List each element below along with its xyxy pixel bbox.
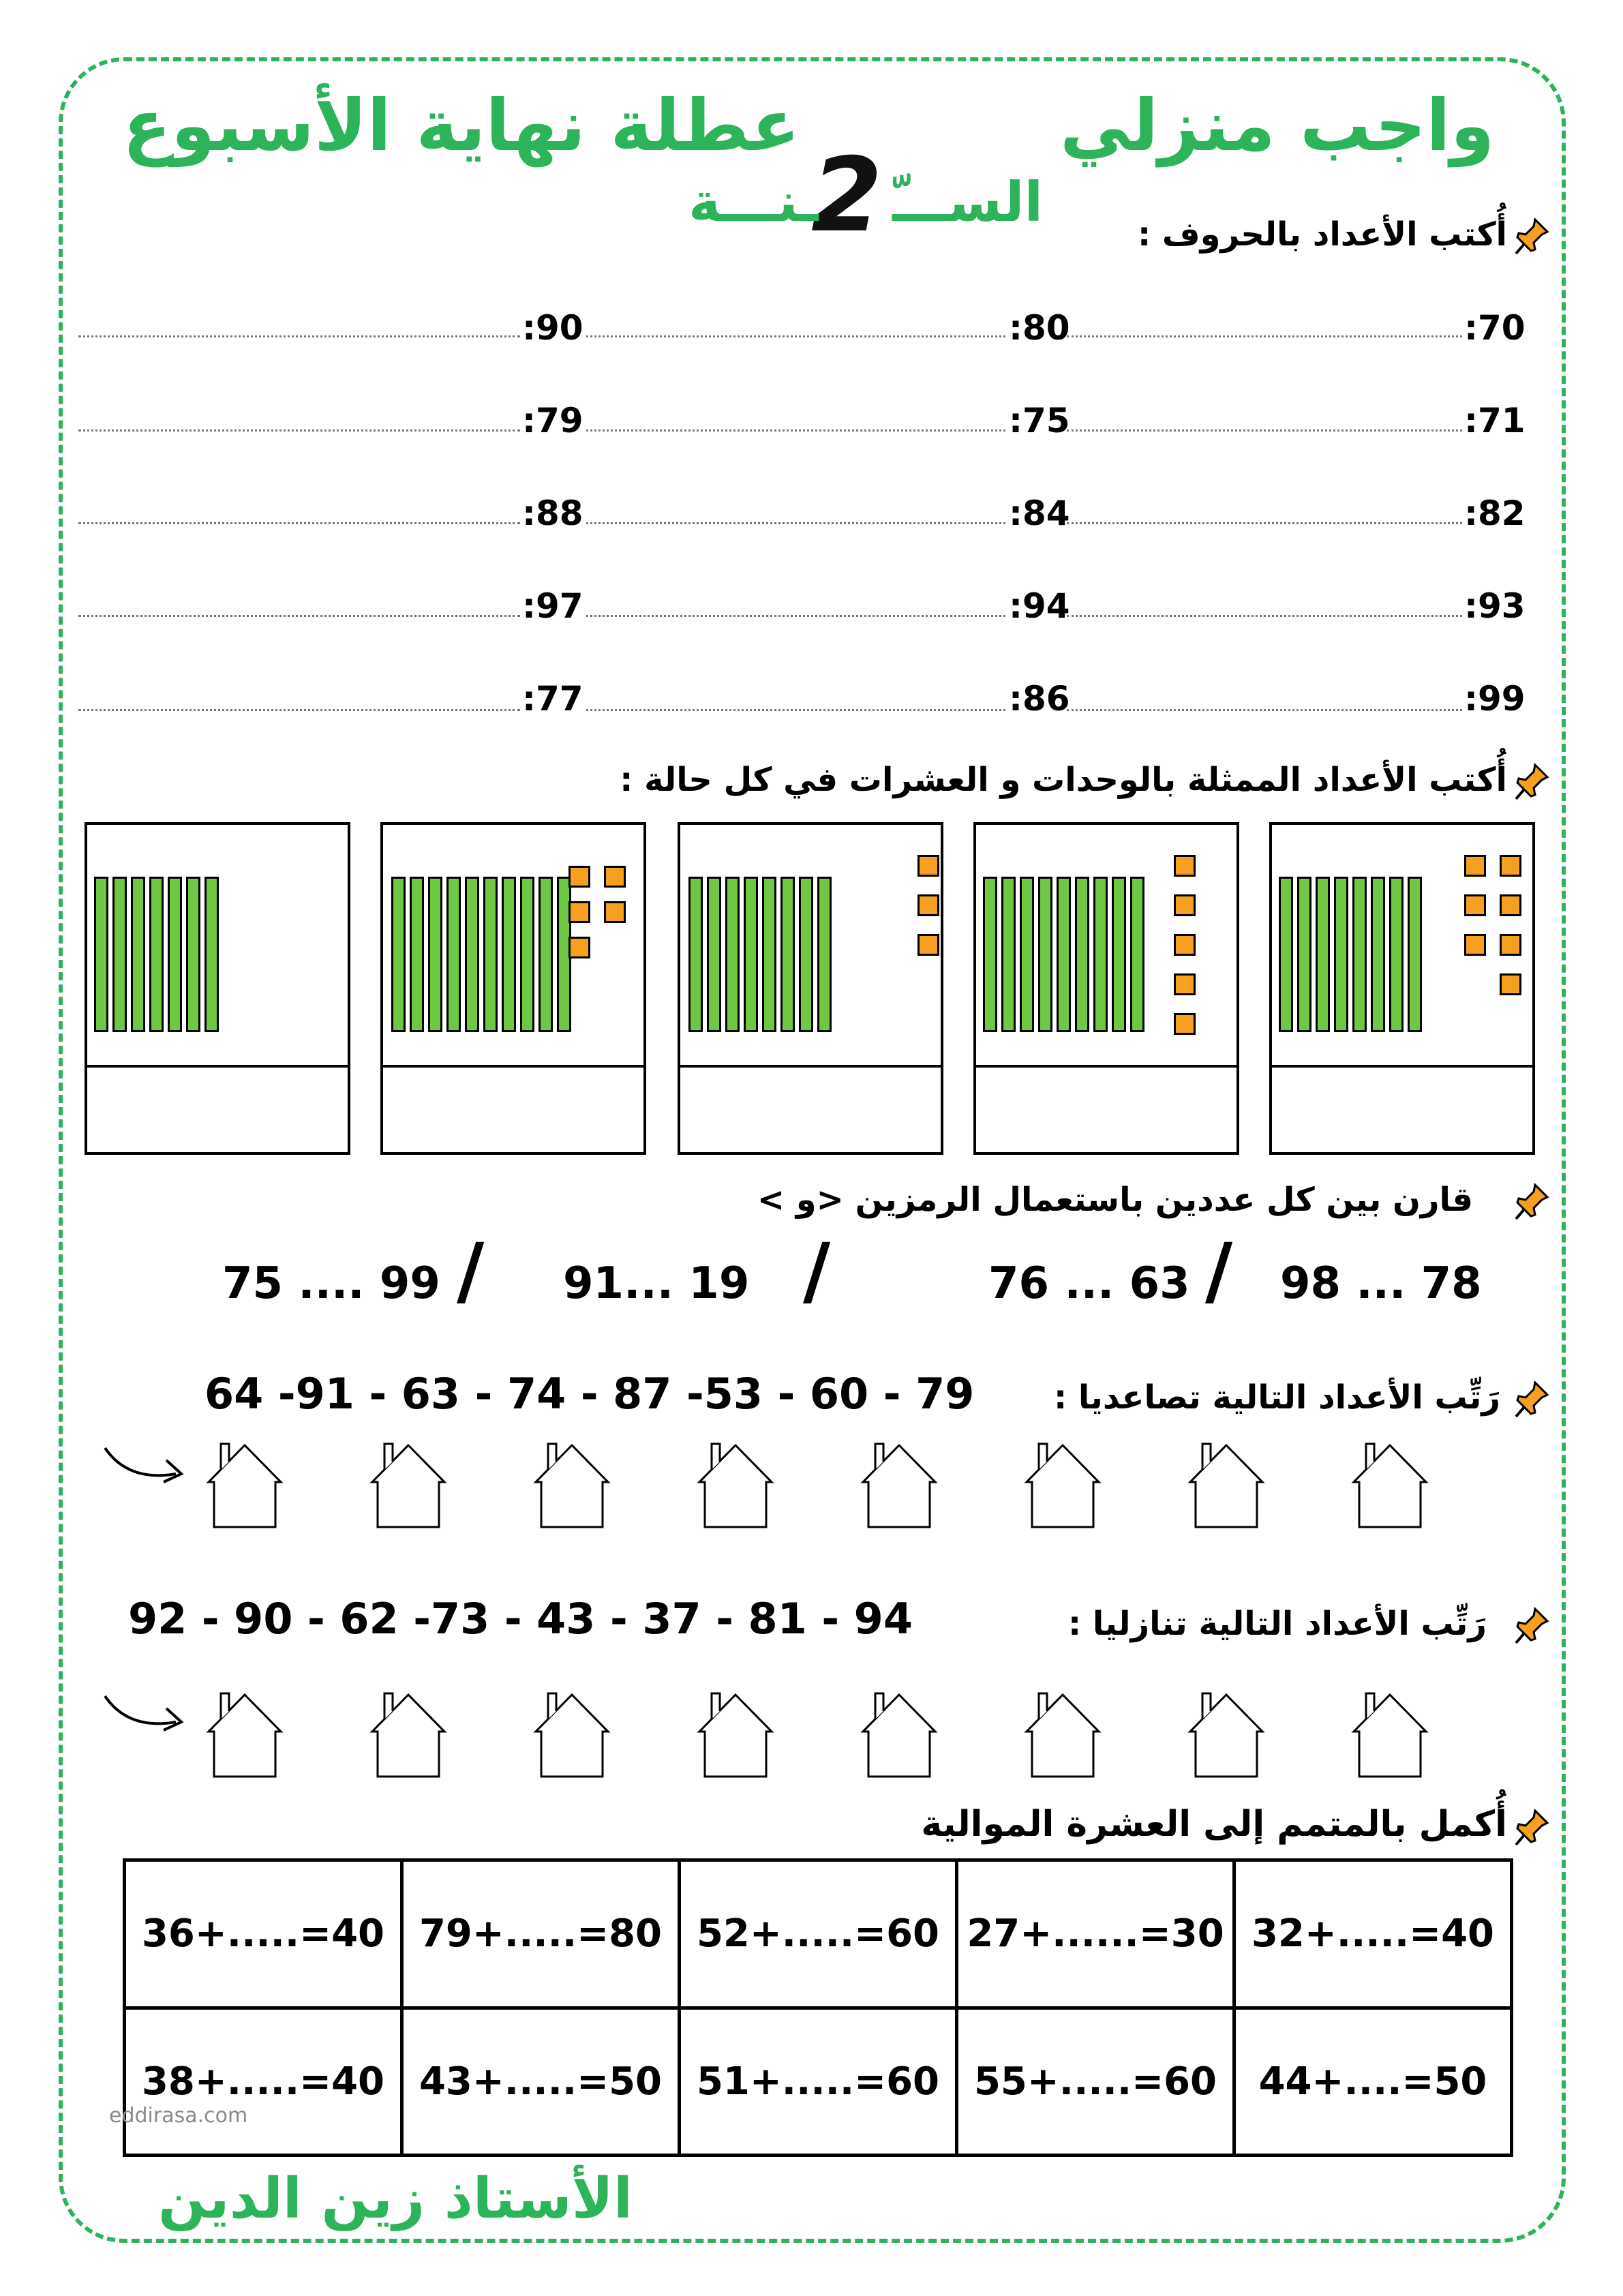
ten-rod bbox=[1279, 877, 1293, 1032]
ten-rod bbox=[428, 877, 442, 1032]
ten-rod bbox=[1057, 877, 1071, 1032]
unit-cube bbox=[1464, 894, 1486, 916]
pin-icon bbox=[1515, 1380, 1550, 1418]
table-cell[interactable]: 52+.....=60 bbox=[680, 1860, 957, 2008]
number-label: :77 bbox=[522, 679, 583, 719]
instruction-ascending: رَتِّب الأعداد التالية تصاعديا : bbox=[1053, 1378, 1500, 1417]
table-cell[interactable]: 55+.....=60 bbox=[957, 2008, 1234, 2156]
answer-box[interactable] bbox=[87, 1068, 348, 1152]
descending-numbers: 92 - 90 - 62 -73 - 43 - 37 - 81 - 94 bbox=[128, 1594, 913, 1644]
ten-rod bbox=[1297, 877, 1311, 1032]
unit-cube bbox=[1500, 934, 1521, 956]
grade-number: 2 bbox=[811, 136, 883, 255]
pin-icon bbox=[1515, 217, 1550, 255]
house-box[interactable] bbox=[204, 1440, 285, 1530]
compare-pair: 98 ... 78 bbox=[1280, 1258, 1482, 1309]
house-box[interactable] bbox=[1186, 1689, 1266, 1779]
house-box[interactable] bbox=[859, 1440, 939, 1530]
instruction-write-words: أُكتب الأعداد بالحروف : bbox=[1137, 215, 1507, 254]
answer-line[interactable] bbox=[1067, 335, 1462, 337]
base-ten-card bbox=[973, 822, 1239, 1155]
answer-box[interactable] bbox=[680, 1068, 941, 1152]
unit-cube bbox=[1464, 934, 1486, 956]
answer-line[interactable] bbox=[586, 429, 1005, 432]
unit-cube bbox=[1174, 934, 1196, 956]
base-ten-card bbox=[380, 822, 646, 1155]
separator: / bbox=[457, 1227, 485, 1314]
ten-rod bbox=[799, 877, 813, 1032]
ten-rod bbox=[1316, 877, 1330, 1032]
complement-table bbox=[123, 1858, 1513, 2157]
grade-label bbox=[688, 136, 1043, 259]
number-label: :90 bbox=[522, 308, 583, 348]
pin-icon bbox=[1515, 1808, 1550, 1846]
answer-line[interactable] bbox=[78, 522, 520, 524]
ten-rod bbox=[149, 877, 164, 1032]
compare-pair: 91... 19 bbox=[563, 1258, 750, 1309]
ten-rod bbox=[1112, 877, 1126, 1032]
unit-cube bbox=[1174, 894, 1196, 916]
house-box[interactable] bbox=[695, 1689, 776, 1779]
ten-rod bbox=[1130, 877, 1144, 1032]
instruction-compare: قارن بين كل عددين باستعمال الرمزين <و > bbox=[757, 1181, 1473, 1219]
answer-line[interactable] bbox=[1067, 709, 1462, 711]
ten-rod bbox=[502, 877, 516, 1032]
curved-arrow-icon bbox=[101, 1688, 189, 1736]
instruction-complete-ten: أُكمل بالمتمم إلى العشرة الموالية bbox=[921, 1804, 1507, 1845]
ten-rod bbox=[1352, 877, 1367, 1032]
separator: / bbox=[1205, 1227, 1233, 1314]
house-box[interactable] bbox=[695, 1440, 776, 1530]
number-label: :88 bbox=[522, 494, 583, 533]
house-box[interactable] bbox=[368, 1689, 449, 1779]
table-cell[interactable]: 32+.....=40 bbox=[1234, 1860, 1512, 2008]
number-label: :82 bbox=[1464, 494, 1526, 533]
number-label: :86 bbox=[1009, 679, 1070, 719]
unit-cube bbox=[1500, 855, 1521, 877]
ten-rod bbox=[1408, 877, 1422, 1032]
unit-cube bbox=[568, 937, 590, 958]
ten-rod bbox=[186, 877, 200, 1032]
unit-cube bbox=[1500, 894, 1521, 916]
number-label: :79 bbox=[522, 401, 583, 440]
house-box[interactable] bbox=[1350, 1689, 1430, 1779]
ten-rod bbox=[688, 877, 703, 1032]
ten-rod bbox=[520, 877, 534, 1032]
title-weekend: عطلة نهاية الأسبوع bbox=[123, 84, 800, 167]
ten-rod bbox=[983, 877, 997, 1032]
ten-rod bbox=[1075, 877, 1089, 1032]
number-label: :99 bbox=[1464, 679, 1526, 719]
unit-cube bbox=[568, 866, 590, 888]
table-cell[interactable]: 51+.....=60 bbox=[680, 2008, 957, 2156]
table-cell[interactable]: 36+.....=40 bbox=[125, 1860, 402, 2008]
ten-rod bbox=[168, 877, 182, 1032]
house-box[interactable] bbox=[859, 1689, 939, 1779]
house-box[interactable] bbox=[1022, 1689, 1103, 1779]
ten-rod bbox=[539, 877, 553, 1032]
compare-pair: 75 .... 99 bbox=[222, 1258, 440, 1309]
ten-rod bbox=[131, 877, 145, 1032]
unit-cube bbox=[917, 934, 939, 956]
house-box[interactable] bbox=[1350, 1440, 1430, 1530]
ten-rod bbox=[1001, 877, 1016, 1032]
ten-rod bbox=[725, 877, 740, 1032]
ten-rod bbox=[744, 877, 758, 1032]
answer-line[interactable] bbox=[586, 335, 1005, 337]
number-label: :71 bbox=[1464, 401, 1526, 440]
number-label: :93 bbox=[1464, 586, 1526, 626]
table-cell[interactable]: 27+......=30 bbox=[957, 1860, 1234, 2008]
unit-cube bbox=[1174, 1013, 1196, 1035]
table-cell[interactable]: 79+.....=80 bbox=[402, 1860, 680, 2008]
number-label: :80 bbox=[1009, 308, 1070, 348]
unit-cube bbox=[917, 855, 939, 877]
ten-rod bbox=[391, 877, 406, 1032]
answer-line[interactable] bbox=[1067, 522, 1462, 524]
unit-cube bbox=[1174, 855, 1196, 877]
grade-suffix: ـنـــة bbox=[688, 170, 819, 234]
answer-line[interactable] bbox=[1067, 615, 1462, 617]
number-label: :75 bbox=[1009, 401, 1070, 440]
curved-arrow-icon bbox=[101, 1440, 189, 1487]
unit-cube bbox=[1464, 855, 1486, 877]
compare-pair: 76 ... 63 bbox=[988, 1258, 1190, 1309]
table-cell[interactable]: 38+.....=40 bbox=[125, 2008, 402, 2156]
ten-rod bbox=[1020, 877, 1034, 1032]
answer-line[interactable] bbox=[78, 429, 520, 432]
table-row bbox=[125, 1860, 1512, 2008]
ten-rod bbox=[1389, 877, 1404, 1032]
ten-rod bbox=[1093, 877, 1108, 1032]
house-box[interactable] bbox=[1022, 1440, 1103, 1530]
title-homework: واجب منزلي bbox=[1060, 84, 1495, 167]
ascending-numbers: 64 -91 - 63 - 74 - 87 -53 - 60 - 79 bbox=[204, 1369, 975, 1419]
house-box[interactable] bbox=[532, 1689, 612, 1779]
ten-rod bbox=[446, 877, 461, 1032]
answer-line[interactable] bbox=[78, 335, 520, 337]
teacher-name: الأستاذ زين الدين bbox=[158, 2166, 633, 2231]
unit-cube bbox=[568, 901, 590, 923]
house-box[interactable] bbox=[204, 1689, 285, 1779]
table-cell[interactable]: 44+....=50 bbox=[1234, 2008, 1512, 2156]
house-box[interactable] bbox=[368, 1440, 449, 1530]
separator: / bbox=[803, 1227, 831, 1314]
number-label: :97 bbox=[522, 586, 583, 626]
answer-line[interactable] bbox=[78, 615, 520, 617]
base-ten-card bbox=[1269, 822, 1535, 1155]
ten-rod bbox=[465, 877, 479, 1032]
number-label: :70 bbox=[1464, 308, 1526, 348]
ten-rod bbox=[1038, 877, 1052, 1032]
grade-prefix: الســـّ bbox=[892, 170, 1043, 234]
table-row bbox=[125, 2008, 1512, 2156]
base-ten-card bbox=[678, 822, 943, 1155]
answer-line[interactable] bbox=[586, 522, 1005, 524]
instruction-tens-units: أُكتب الأعداد الممثلة بالوحدات و العشرات في كل حالة : bbox=[620, 761, 1507, 799]
answer-box[interactable] bbox=[976, 1068, 1237, 1152]
house-box[interactable] bbox=[1186, 1440, 1266, 1530]
ten-rod bbox=[204, 877, 219, 1032]
ten-rod bbox=[410, 877, 424, 1032]
unit-cube bbox=[604, 901, 626, 923]
ten-rod bbox=[1371, 877, 1385, 1032]
unit-cube bbox=[1500, 973, 1521, 995]
answer-line[interactable] bbox=[586, 709, 1005, 711]
base-ten-card bbox=[85, 822, 350, 1155]
pin-icon bbox=[1515, 1606, 1550, 1644]
number-label: :84 bbox=[1009, 494, 1070, 533]
table-cell[interactable]: 43+.....=50 bbox=[402, 2008, 680, 2156]
ten-rod bbox=[780, 877, 795, 1032]
answer-box[interactable] bbox=[383, 1068, 643, 1152]
ten-rod bbox=[112, 877, 127, 1032]
watermark-url: eddirasa.com bbox=[109, 2104, 248, 2128]
unit-cube bbox=[1174, 973, 1196, 995]
ten-rod bbox=[707, 877, 721, 1032]
unit-cube bbox=[917, 894, 939, 916]
ten-rod bbox=[94, 877, 108, 1032]
unit-cube bbox=[604, 866, 626, 888]
pin-icon bbox=[1515, 1182, 1550, 1220]
pin-icon bbox=[1515, 762, 1550, 800]
instruction-descending: رَتِّب الأعداد التالية تنازليا : bbox=[1067, 1605, 1487, 1643]
number-label: :94 bbox=[1009, 586, 1070, 626]
ten-rod bbox=[1334, 877, 1348, 1032]
house-box[interactable] bbox=[532, 1440, 612, 1530]
answer-line[interactable] bbox=[1067, 429, 1462, 432]
ten-rod bbox=[483, 877, 498, 1032]
answer-box[interactable] bbox=[1272, 1068, 1532, 1152]
ten-rod bbox=[817, 877, 832, 1032]
answer-line[interactable] bbox=[78, 709, 520, 711]
answer-line[interactable] bbox=[586, 615, 1005, 617]
ten-rod bbox=[762, 877, 776, 1032]
